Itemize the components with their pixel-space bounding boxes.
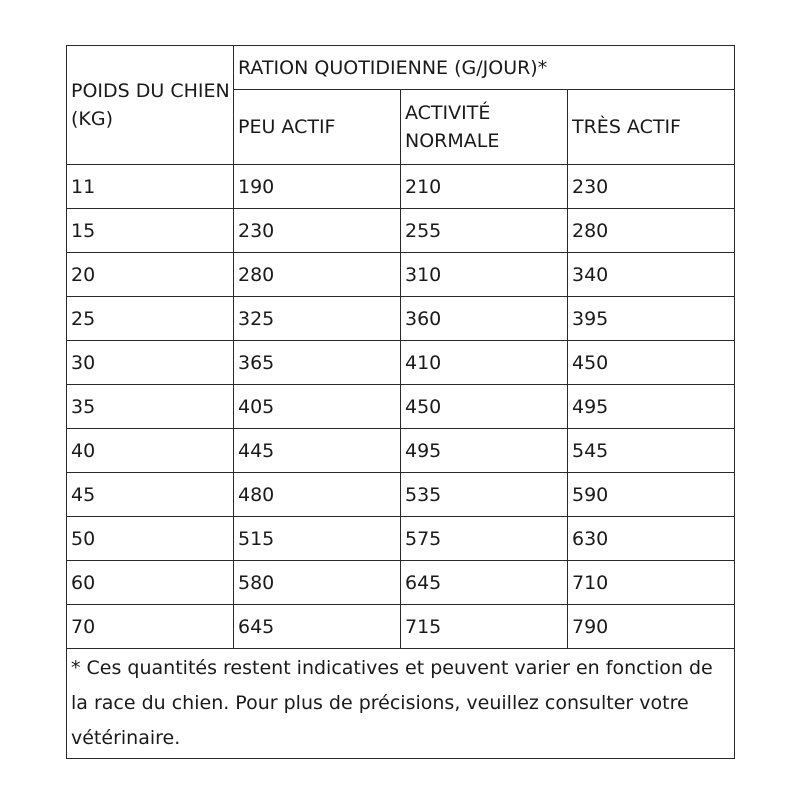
normal-activity-cell: 535 bbox=[401, 473, 568, 517]
ration-table bbox=[66, 45, 735, 759]
normal-activity-cell: 360 bbox=[401, 297, 568, 341]
weight-cell: 45 bbox=[67, 473, 234, 517]
weight-cell: 11 bbox=[67, 165, 234, 209]
low-activity-cell: 365 bbox=[234, 341, 401, 385]
table-row bbox=[67, 341, 735, 385]
low-activity-cell: 230 bbox=[234, 209, 401, 253]
weight-cell: 50 bbox=[67, 517, 234, 561]
high-activity-cell: 395 bbox=[568, 297, 735, 341]
normal-activity-cell: 310 bbox=[401, 253, 568, 297]
column-header-low-activity: PEU ACTIF bbox=[234, 90, 401, 165]
high-activity-cell: 230 bbox=[568, 165, 735, 209]
column-header-high-activity: TRÈS ACTIF bbox=[568, 90, 735, 165]
low-activity-cell: 580 bbox=[234, 561, 401, 605]
table-row bbox=[67, 517, 735, 561]
weight-cell: 15 bbox=[67, 209, 234, 253]
footnote: * Ces quantités restent indicatives et peuvent varier en fonction de la race du chien. Pour plus de précisions, veuillez consulter votre vétérinaire. bbox=[67, 649, 735, 759]
high-activity-cell: 280 bbox=[568, 209, 735, 253]
normal-activity-cell: 410 bbox=[401, 341, 568, 385]
low-activity-cell: 280 bbox=[234, 253, 401, 297]
normal-activity-cell: 255 bbox=[401, 209, 568, 253]
low-activity-cell: 515 bbox=[234, 517, 401, 561]
normal-activity-cell: 645 bbox=[401, 561, 568, 605]
table-row bbox=[67, 473, 735, 517]
table-row bbox=[67, 605, 735, 649]
low-activity-cell: 480 bbox=[234, 473, 401, 517]
ration-header: RATION QUOTIDIENNE (G/JOUR)* bbox=[234, 46, 735, 90]
weight-cell: 40 bbox=[67, 429, 234, 473]
weight-cell: 20 bbox=[67, 253, 234, 297]
weight-cell: 35 bbox=[67, 385, 234, 429]
high-activity-cell: 630 bbox=[568, 517, 735, 561]
table-row bbox=[67, 385, 735, 429]
weight-header: POIDS DU CHIEN (KG) bbox=[67, 46, 234, 165]
normal-activity-cell: 210 bbox=[401, 165, 568, 209]
normal-activity-cell: 495 bbox=[401, 429, 568, 473]
weight-cell: 70 bbox=[67, 605, 234, 649]
normal-activity-cell: 450 bbox=[401, 385, 568, 429]
column-header-normal-activity: ACTIVITÉ NORMALE bbox=[401, 90, 568, 165]
high-activity-cell: 450 bbox=[568, 341, 735, 385]
weight-cell: 60 bbox=[67, 561, 234, 605]
high-activity-cell: 590 bbox=[568, 473, 735, 517]
header-row bbox=[67, 46, 735, 90]
table-row bbox=[67, 561, 735, 605]
low-activity-cell: 445 bbox=[234, 429, 401, 473]
table-row bbox=[67, 165, 735, 209]
high-activity-cell: 710 bbox=[568, 561, 735, 605]
table-row bbox=[67, 429, 735, 473]
high-activity-cell: 545 bbox=[568, 429, 735, 473]
high-activity-cell: 790 bbox=[568, 605, 735, 649]
high-activity-cell: 495 bbox=[568, 385, 735, 429]
low-activity-cell: 190 bbox=[234, 165, 401, 209]
low-activity-cell: 405 bbox=[234, 385, 401, 429]
table-row bbox=[67, 253, 735, 297]
low-activity-cell: 325 bbox=[234, 297, 401, 341]
weight-cell: 30 bbox=[67, 341, 234, 385]
low-activity-cell: 645 bbox=[234, 605, 401, 649]
table-row bbox=[67, 297, 735, 341]
high-activity-cell: 340 bbox=[568, 253, 735, 297]
normal-activity-cell: 715 bbox=[401, 605, 568, 649]
table-row bbox=[67, 209, 735, 253]
normal-activity-cell: 575 bbox=[401, 517, 568, 561]
footnote-row bbox=[67, 649, 735, 759]
weight-cell: 25 bbox=[67, 297, 234, 341]
